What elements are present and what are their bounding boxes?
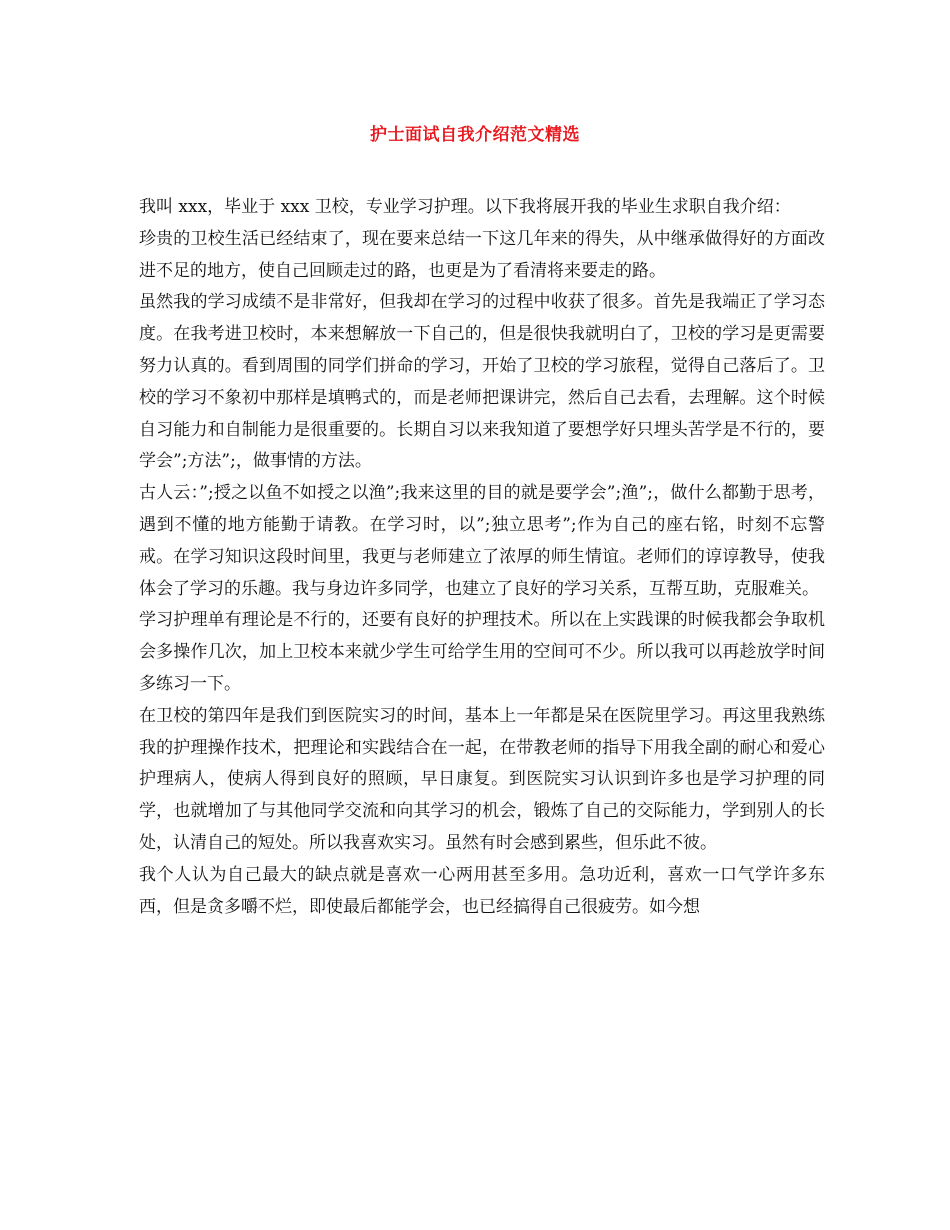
paragraph-intro: 我叫 xxx，毕业于 xxx 卫校，专业学习护理。以下我将展开我的毕业生求职自我介绍：	[139, 197, 791, 217]
document-title: 护士面试自我介绍范文精选	[370, 125, 580, 145]
paragraph-school-life: 珍贵的卫校生活已经结束了，现在要来总结一下这几年来的得失，从中继承做得好的方面改进不足的地方，使自己回顾走过的路，也更是为了看清将来要走的路。	[139, 228, 825, 281]
paragraph-study-attitude: 虽然我的学习成绩不是非常好，但我却在学习的过程中收获了很多。首先是我端正了学习态度。在我考进卫校时，本来想解放一下自己的，但是很快我就明白了，卫校的学习是更需要努力认真的。看到周围的同学们拼命的学习，开始了卫校的学习旅程，觉得自己落后了。卫校的学习不象初中那样是填鸭式的，而是老师把课讲完，然后自己去看，去理解。这个时候自习能力和自制能力是很重要的。长期自习以来我知道了要想学好只埋头苦学是不行的，要学会”;方法”;，做事情的方法。	[139, 292, 825, 472]
paragraph-ancient-saying: 古人云：”;授之以鱼不如授之以渔”;我来这里的目的就是要学会”;渔”;，做什么都勤于思考，遇到不懂的地方能勤于请教。在学习时，以”;独立思考”;作为自己的座右铭，时刻不忘警戒。在学习知识这段时间里，我更与老师建立了浓厚的师生情谊。老师们的谆谆教导，使我体会了学习的乐趣。我与身边许多同学，也建立了良好的学习关系，互帮互助，克服难关。	[139, 483, 825, 599]
paragraph-shortcomings: 我个人认为自己最大的缺点就是喜欢一心两用甚至多用。急功近利，喜欢一口气学许多东西，但是贪多嚼不烂，即使最后都能学会，也已经搞得自己很疲劳。如今想	[139, 864, 825, 917]
document-body	[139, 192, 825, 923]
paragraph-internship: 在卫校的第四年是我们到医院实习的时间，基本上一年都是呆在医院里学习。再这里我熟练我的护理操作技术，把理论和实践结合在一起，在带教老师的指导下用我全副的耐心和爱心护理病人，使病人得到良好的照顾，早日康复。到医院实习认识到许多也是学习护理的同学，也就增加了与其他同学交流和向其学习的机会，锻炼了自己的交际能力，学到别人的长处，认清自己的短处。所以我喜欢实习。虽然有时会感到累些，但乐此不彼。	[139, 705, 825, 853]
paragraph-nursing-skills: 学习护理单有理论是不行的，还要有良好的护理技术。所以在上实践课的时候我都会争取机会多操作几次，加上卫校本来就少学生可给学生用的空间可不少。所以我可以再趁放学时间多练习一下。	[139, 610, 825, 694]
